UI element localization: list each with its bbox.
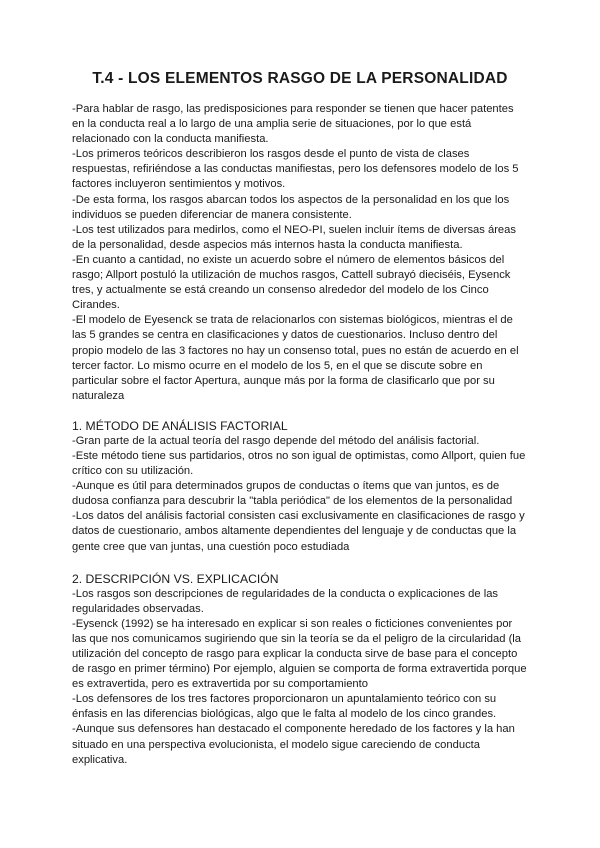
section-2-paragraph-4: -Aunque sus defensores han destacado el componente heredado de los factores y la han situado en una perspectiva evolucionista, el modelo sigue careciendo de conducta explicativa. (72, 723, 515, 766)
section-2-paragraph-2: -Eysenck (1992) se ha interesado en explicar si son reales o ficticiones convenientes por las que nos comunicamos sugiriendo que sin la teoría se da el peligro de la circularidad (la utilización del concepto de rasgo para explicar la conducta sirve de base para el concepto de rasgo en primer término) Por ejemplo, alguien se comporta de forma extravertida porque es extravertida, pero es extravertida por su comportamiento (72, 617, 527, 691)
section-1-paragraph-1: -Gran parte de la actual teoría del rasgo depende del método del análisis factorial. (72, 434, 480, 447)
intro-block (72, 102, 528, 404)
document-title: T.4 - LOS ELEMENTOS RASGO DE LA PERSONALIDAD (92, 70, 508, 87)
intro-paragraph-6: -El modelo de Eyesenck se trata de relacionarlos con sistemas biológicos, mientras el de las 5 grandes se centra en clasificaciones y datos de cuestionarios. Incluso dentro del propio modelo de las 3 factores no hay un consenso total, pues no están de acuerdo en el tercer factor. Lo mismo ocurre en el modelo de los 5, en el que se discute sobre en particular sobre el factor Apertura, aunque más por la forma de clasificarlo que por su naturaleza (72, 314, 519, 402)
section-1-paragraph-3: -Aunque es útil para determinados grupos de conductas o ítems que van juntos, es de dudosa confianza para descubrir la "tabla periódica" de los elementos de la personalidad (72, 480, 513, 508)
intro-paragraph-1: -Para hablar de rasgo, las predisposiciones para responder se tienen que hacer patentes en la conducta real a lo largo de una amplia serie de situaciones, por lo que está relacionado con la conducta manifiesta. (72, 103, 514, 146)
section-heading: 1. MÉTODO DE ANÁLISIS FACTORIAL (72, 418, 288, 433)
section-factor-analysis (72, 418, 528, 555)
intro-paragraph-3: -De esta forma, los rasgos abarcan todos los aspectos de la personalidad en los que los individuos se pueden diferenciar de manera consistente. (72, 193, 510, 221)
section-2-paragraph-3: -Los defensores de los tres factores proporcionaron un apuntalamiento teórico con su énfasis en las diferencias biológicas, algo que le falta al modelo de los cinco grandes. (72, 693, 497, 721)
intro-paragraph-5: -En cuanto a cantidad, no existe un acuerdo sobre el número de elementos básicos del rasgo; Allport postuló la utilización de muchos rasgos, Cattell subrayó dieciséis, Eysenck tres, y actualmente se está creando un consenso alrededor del modelo de los Cinco Cirandes. (72, 253, 511, 312)
section-1-paragraph-4: -Los datos del análisis factorial consisten casi exclusivamente en clasificaciones de rasgo y datos de cuestionario, ambos altamente dependientes del lenguaje y de conductas que la gente cree que van juntas, una cuestión poco estudiada (72, 510, 525, 553)
section-1-paragraph-2: -Este método tiene sus partidarios, otros no son igual de optimistas, como Allport, quien fue crítico con su utilización. (72, 449, 526, 478)
intro-paragraph-4: -Los test utilizados para medirlos, como el NEO-PI, suelen incluir ítems de diversas áreas de la personalidad, desde aspecios más internos hasta la conducta manifiesta. (72, 223, 516, 251)
section-description-vs-explanation (72, 571, 528, 768)
section-2-paragraph-1: -Los rasgos son descripciones de regularidades de la conducta o explicaciones de las regularidades observadas. (72, 587, 499, 615)
section-heading: 2. DESCRIPCIÓN VS. EXPLICACIÓN (72, 571, 279, 586)
intro-paragraph-2: -Los primeros teóricos describieron los rasgos desde el punto de vista de clases respuestas, refiriéndose a las conductas manifiestas, pero los defensores modelo de los 5 factores incluyeron sentimientos y motivos. (72, 148, 519, 191)
